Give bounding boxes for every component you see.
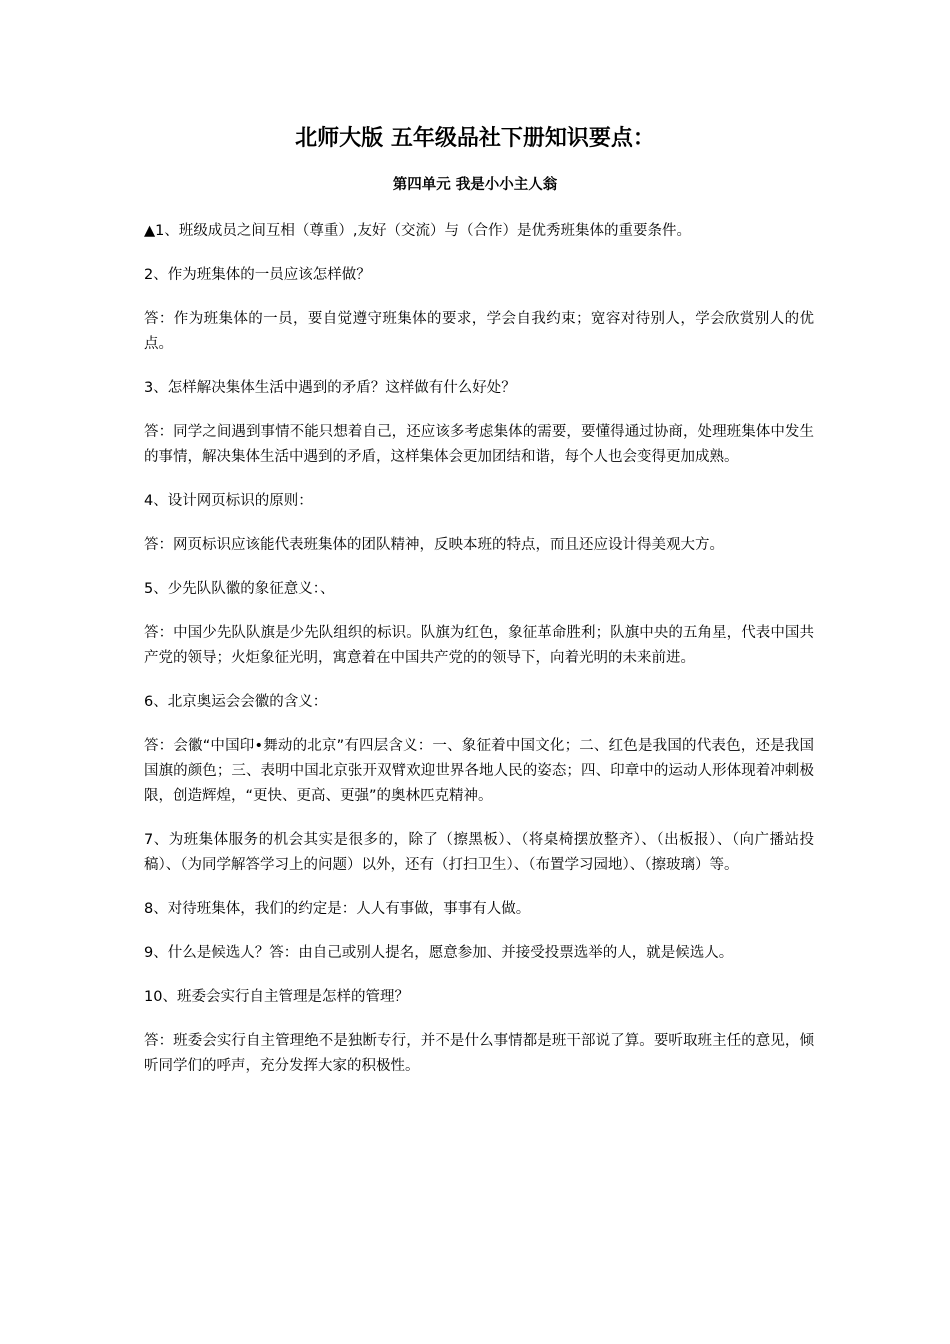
question-2: 2、作为班集体的一员应该怎样做？ bbox=[144, 267, 371, 283]
point-7: 7、为班集体服务的机会其实是很多的，除了（擦黑板）、（将桌椅摆放整齐）、（出板报）、（向广播站投稿）、（为同学解答学习上的问题）以外，还有（打扫卫生）、（布置学习园地）、（擦玻璃）等。 bbox=[144, 832, 814, 873]
unit-heading: 第四单元 我是小小主人翁 bbox=[392, 177, 558, 193]
answer-6: 答：会徽“中国印•舞动的北京”有四层含义：一、象征着中国文化；二、红色是我国的代表色，还是我国国旗的颜色；三、表明中国北京张开双臂欢迎世界各地人民的姿态；四、印章中的运动人形体现着冲刺极限，创造辉煌，“更快、更高、更强”的奥林匹克精神。 bbox=[144, 738, 814, 804]
question-5: 5、少先队队徽的象征意义：、 bbox=[144, 581, 335, 597]
point-8: 8、对待班集体，我们的约定是：人人有事做，事事有人做。 bbox=[144, 901, 531, 917]
point-9: 9、什么是候选人？答：由自己或别人提名，愿意参加、并接受投票选举的人，就是候选人。 bbox=[144, 945, 734, 961]
answer-10: 答：班委会实行自主管理绝不是独断专行，并不是什么事情都是班干部说了算。要听取班主任的意见，倾听同学们的呼声，充分发挥大家的积极性。 bbox=[144, 1033, 814, 1074]
document-body bbox=[144, 219, 814, 1079]
question-6: 6、北京奥运会会徽的含义： bbox=[144, 694, 328, 710]
question-3: 3、怎样解决集体生活中遇到的矛盾？这样做有什么好处？ bbox=[144, 380, 516, 396]
point-1: ▲1、班级成员之间互相（尊重）,友好（交流）与（合作）是优秀班集体的重要条件。 bbox=[144, 223, 691, 239]
question-4: 4、设计网页标识的原则： bbox=[144, 493, 313, 509]
answer-5: 答：中国少先队队旗是少先队组织的标识。队旗为红色，象征革命胜利；队旗中央的五角星，代表中国共产党的领导；火炬象征光明，寓意着在中国共产党的的领导下，向着光明的未来前进。 bbox=[144, 625, 814, 666]
answer-4: 答：网页标识应该能代表班集体的团队精神，反映本班的特点，而且还应设计得美观大方。 bbox=[144, 537, 724, 553]
answer-3: 答：同学之间遇到事情不能只想着自己，还应该多考虑集体的需要，要懂得通过协商，处理班集体中发生的事情，解决集体生活中遇到的矛盾，这样集体会更加团结和谐，每个人也会变得更加成熟。 bbox=[144, 424, 814, 465]
document-title: 北师大版 五年级品社下册知识要点： bbox=[295, 126, 655, 151]
question-10: 10、班委会实行自主管理是怎样的管理？ bbox=[144, 989, 409, 1005]
answer-2: 答：作为班集体的一员，要自觉遵守班集体的要求，学会自我约束；宽容对待别人，学会欣赏别人的优点。 bbox=[144, 311, 814, 352]
